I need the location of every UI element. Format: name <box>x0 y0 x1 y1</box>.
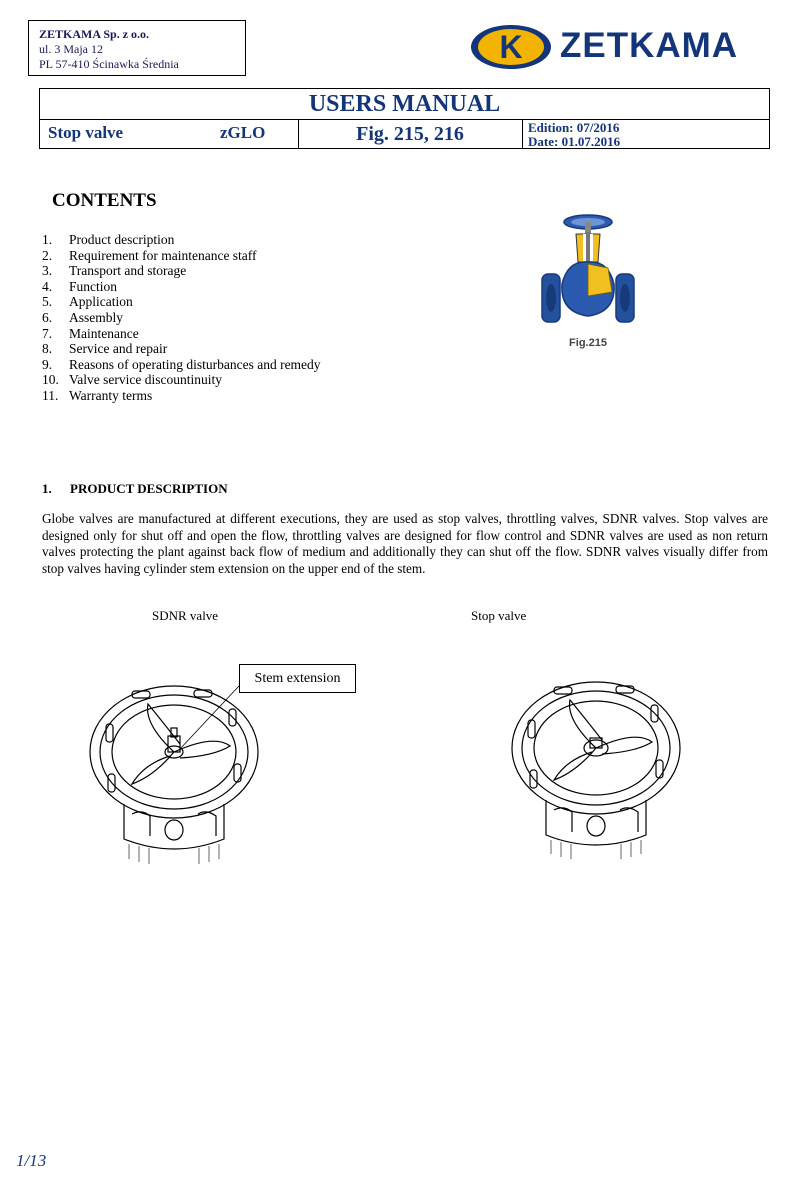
section-title: PRODUCT DESCRIPTION <box>70 481 228 496</box>
contents-title: CONTENTS <box>52 190 157 211</box>
toc-item: 7. Maintenance <box>42 325 139 341</box>
header-info-row <box>40 119 769 149</box>
stem-extension-callout: Stem extension <box>239 664 356 693</box>
product-name: Stop valve <box>48 123 124 142</box>
valve-photo <box>538 212 638 354</box>
toc-item: 11. Warranty terms <box>42 387 153 403</box>
toc-item: 3. Transport and storage <box>42 263 187 279</box>
document-title: USERS MANUAL <box>40 89 769 120</box>
globe-valve-illustration <box>538 212 638 354</box>
product-cell <box>40 119 299 149</box>
page-number: 1/13 <box>16 1151 47 1170</box>
toc-item: 10. Valve service discountinuity <box>42 372 222 388</box>
date-text: Date: 01.07.2016 <box>528 134 621 149</box>
toc-item: 1. Product description <box>42 232 175 247</box>
toc-item: 2. Requirement for maintenance staff <box>42 247 257 263</box>
logo-emblem-icon <box>470 24 552 70</box>
sdnr-valve-label: SDNR valve <box>152 608 219 623</box>
company-street: ul. 3 Maja 12 <box>39 42 103 56</box>
company-city: PL 57-410 Ścinawka Średnia <box>39 57 179 71</box>
toc-item: 6. Assembly <box>42 309 123 325</box>
photo-caption: Fig.215 <box>569 337 607 349</box>
product-description-paragraph: Globe valves are manufactured at different executions, they are used as stop valves, throttling valves, SDNR valves. Stop valves are designed only for shut off and open the flow, throttling valves are designed for flow control and SDNR valves are used as non return valves protecting the plant against back flow of medium and additionally they can shut off the flow. SDNR valves visually differ from stop valves having cylinder stem extension on the upper end of the stem. <box>42 511 768 576</box>
section-heading <box>42 481 228 497</box>
toc-item: 9. Reasons of operating disturbances and remedy <box>42 356 321 372</box>
sdnr-valve-drawing <box>84 664 364 874</box>
toc-item: 5. Application <box>42 294 133 310</box>
logo-letter: K <box>499 29 523 65</box>
table-of-contents <box>42 232 402 404</box>
section-number: 1. <box>42 481 52 496</box>
edition-text: Edition: 07/2016 <box>528 120 620 135</box>
stop-valve-drawing <box>504 664 704 864</box>
company-name: ZETKAMA Sp. z o.o. <box>39 27 150 41</box>
document-header-table <box>39 88 770 149</box>
toc-item: 4. Function <box>42 278 118 294</box>
figure-reference: Fig. 215, 216 <box>298 119 523 149</box>
logo-text: ZETKAMA <box>560 26 739 65</box>
toc-item: 8. Service and repair <box>42 341 168 357</box>
stop-valve-label: Stop valve <box>471 608 527 623</box>
product-code: zGLO <box>220 123 266 142</box>
edition-cell <box>523 119 770 149</box>
zetkama-logo <box>470 24 770 70</box>
company-address-box <box>28 20 246 76</box>
